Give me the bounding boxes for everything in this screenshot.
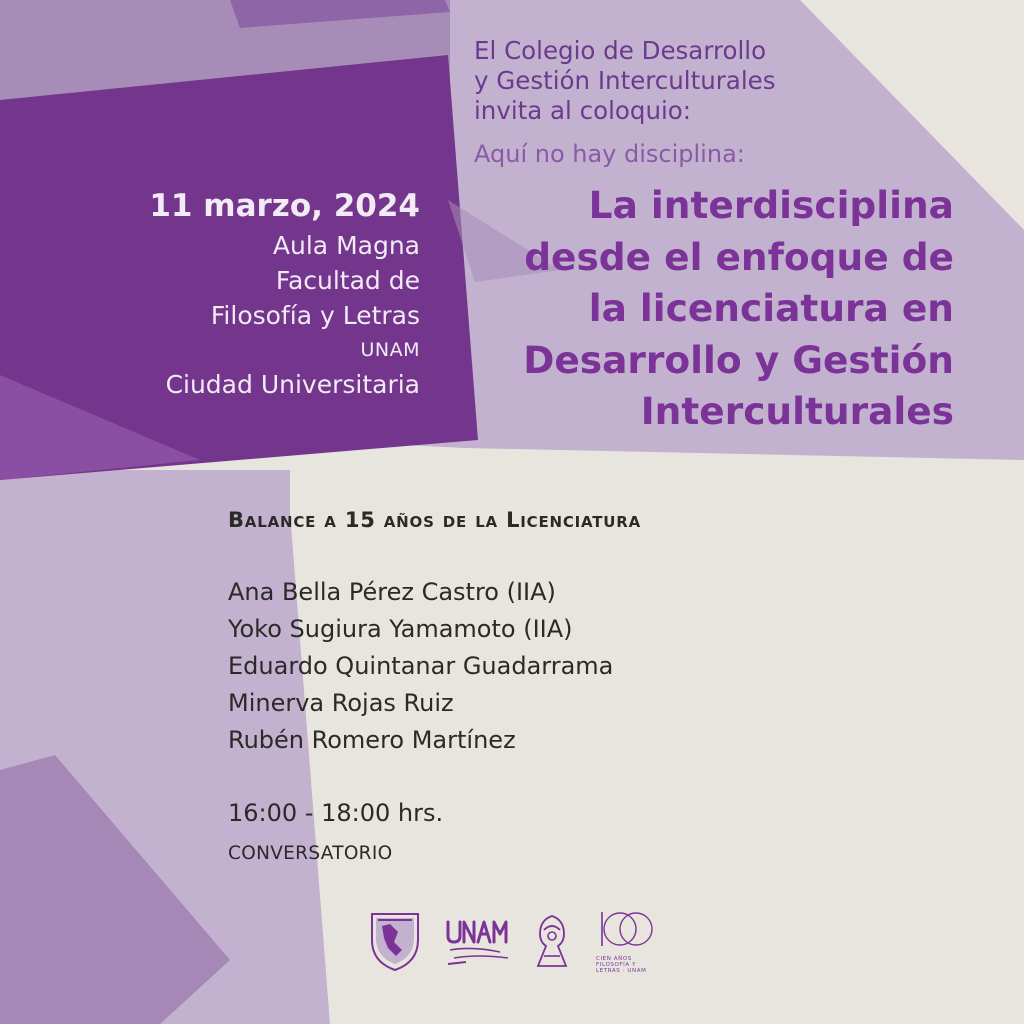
organizer-invitation — [474, 36, 775, 126]
title-line: Interculturales — [640, 389, 954, 433]
header-line: El Colegio de Desarrollo — [474, 36, 767, 65]
title-line: La interdisciplina — [588, 183, 954, 227]
venue-line: Filosofía y Letras — [210, 301, 420, 330]
cien-anos-line: LETRAS · UNAM — [596, 968, 647, 974]
event-date: 11 marzo, 2024 — [149, 188, 420, 224]
cien-anos-logo — [596, 906, 656, 976]
speaker-name: Minerva Rojas Ruiz — [228, 689, 454, 717]
header-line: y Gestión Interculturales — [474, 66, 776, 95]
colloquium-subtitle: Aquí no hay disciplina: — [474, 140, 745, 168]
speaker-name: Rubén Romero Martínez — [228, 726, 516, 754]
faculty-emblem-icon — [530, 912, 574, 972]
title-line: Desarrollo y Gestión — [523, 337, 954, 382]
header-line: invita al coloquio: — [474, 96, 692, 125]
venue-line: Aula Magna — [272, 231, 420, 260]
title-line: la licenciatura en — [588, 286, 954, 330]
event-format: CONVERSATORIO — [228, 843, 393, 864]
speakers-list — [228, 574, 613, 759]
cien-anos-mark-icon — [596, 906, 656, 952]
speaker-name: Yoko Sugiura Yamamoto (IIA) — [228, 615, 573, 643]
speaker-name: Eduardo Quintanar Guadarrama — [228, 652, 614, 680]
cien-anos-line: CIEN AÑOS — [596, 956, 632, 962]
unam-shield-icon — [368, 910, 422, 972]
unam-brand-logo — [442, 914, 516, 970]
venue-line: Facultad de — [275, 266, 420, 295]
section-title: Balance a 15 años de la Licenciatura — [228, 508, 642, 532]
title-line: desde el enfoque de — [524, 234, 954, 279]
cien-anos-line: FILOSOFÍA Y — [596, 962, 637, 968]
colloquium-title — [434, 180, 954, 438]
event-time: 16:00 - 18:00 hrs. — [228, 799, 444, 827]
institution-name: UNAM — [360, 339, 420, 361]
event-info — [149, 184, 420, 402]
speaker-name: Ana Bella Pérez Castro (IIA) — [228, 578, 556, 606]
campus-name: Ciudad Universitaria — [165, 370, 420, 399]
